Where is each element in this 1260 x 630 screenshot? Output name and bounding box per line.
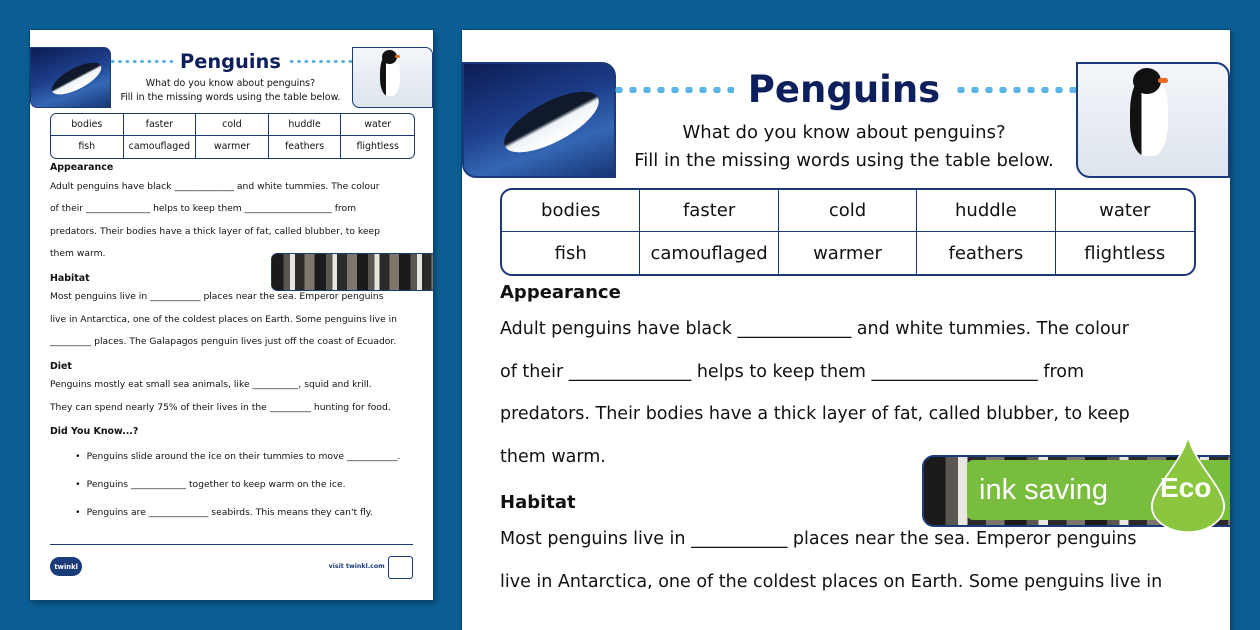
- twinkl-logo: twinkl: [50, 557, 83, 576]
- worksheet-page: [462, 30, 1230, 630]
- word-bank-cell: water: [341, 114, 414, 136]
- appearance-line: predators. Their bodies have a thick layer of fat, called blubber, to keep: [500, 404, 1130, 425]
- title-row: [109, 50, 352, 73]
- appearance-heading: Appearance: [500, 282, 621, 303]
- appearance-heading: Appearance: [49, 162, 114, 174]
- diet-line: They can spend nearly 75% of their lives in the _________ hunting for food.: [49, 401, 391, 413]
- dotted-divider: [288, 60, 352, 63]
- word-bank-cell: cold: [196, 114, 269, 136]
- dotted-divider: [612, 87, 734, 93]
- visit-link: visit twinkl.com: [328, 563, 385, 571]
- word-bank-table: [50, 113, 415, 159]
- did-you-know-item: • Penguins are _____________ seabirds. This means they can't fly.: [87, 499, 428, 527]
- word-bank-cell: fish: [502, 232, 640, 274]
- page-title: Penguins: [747, 68, 941, 111]
- diving-penguin-image: [462, 62, 616, 178]
- did-you-know-list: [50, 443, 428, 527]
- dotted-divider: [109, 60, 173, 63]
- quality-badge-icon: [388, 556, 413, 579]
- did-you-know-item: • Penguins ____________ together to keep warm on the ice.: [87, 471, 428, 499]
- word-bank-cell: flightless: [356, 141, 399, 153]
- instructions-line-1: What do you know about penguins?: [682, 122, 1006, 143]
- habitat-heading: Habitat: [49, 272, 90, 284]
- word-bank-cell: camouflaged: [124, 136, 197, 158]
- word-bank-cell: huddle: [917, 190, 1055, 232]
- instructions-line-1: What do you know about penguins?: [145, 77, 316, 89]
- worksheet-page: [30, 30, 433, 600]
- word-bank-table: [500, 188, 1196, 276]
- appearance-line: them warm.: [49, 247, 106, 259]
- appearance-line: of their ______________ helps to keep them ___________________ from: [49, 203, 357, 215]
- word-bank-cell: faster: [640, 190, 778, 232]
- word-bank-cell: warmer: [196, 136, 269, 158]
- worksheet-preview: [462, 30, 1230, 630]
- word-bank-cell: camouflaged: [640, 232, 778, 274]
- habitat-heading: Habitat: [500, 492, 576, 514]
- appearance-line: Adult penguins have black _____________ and white tummies. The colour: [49, 180, 380, 192]
- standing-penguin-image: [352, 47, 433, 108]
- dotted-divider: [954, 87, 1076, 93]
- instructions-line-2: Fill in the missing words using the table below.: [634, 150, 1054, 171]
- standing-penguin-image: [1076, 62, 1230, 178]
- appearance-line: them warm.: [500, 446, 606, 467]
- word-bank-cell: water: [1056, 190, 1194, 232]
- word-bank-cell: flightless: [1084, 242, 1166, 264]
- word-bank-cell: bodies: [51, 114, 124, 136]
- word-bank-cell: cold: [779, 190, 917, 232]
- instructions-line-2: Fill in the missing words using the table below.: [120, 92, 341, 104]
- worksheet-thumbnail: [30, 30, 433, 600]
- habitat-line: live in Antarctica, one of the coldest places on Earth. Some penguins live in: [500, 571, 1163, 592]
- word-bank-cell: feathers: [917, 232, 1055, 274]
- appearance-line: predators. Their bodies have a thick layer of fat, called blubber, to keep: [49, 225, 381, 237]
- title-row: [612, 68, 1076, 111]
- habitat-line: live in Antarctica, one of the coldest places on Earth. Some penguins live in: [49, 313, 397, 325]
- ink-saving-text: ink saving: [979, 473, 1108, 506]
- page-title: Penguins: [179, 49, 281, 73]
- diet-line: Penguins mostly eat small sea animals, like __________, squid and krill.: [49, 379, 372, 391]
- word-bank-cell: faster: [124, 114, 197, 136]
- appearance-line: of their ______________ helps to keep them ___________________ from: [500, 361, 1085, 382]
- word-bank-cell: warmer: [779, 232, 917, 274]
- eco-label: Eco: [1160, 472, 1212, 503]
- footer-divider: [50, 544, 413, 545]
- word-bank-cell: feathers: [269, 136, 342, 158]
- word-bank-cell: huddle: [269, 114, 342, 136]
- worksheet-content: [500, 278, 1220, 604]
- diet-heading: Diet: [49, 360, 72, 372]
- word-bank-cell: fish: [51, 136, 124, 158]
- appearance-line: Adult penguins have black _____________ and white tummies. The colour: [500, 319, 1129, 339]
- did-you-know-heading: Did You Know...?: [49, 426, 139, 438]
- habitat-line: Most penguins live in ___________ places near the sea. Emperor penguins: [500, 529, 1137, 550]
- diving-penguin-image: [30, 47, 111, 108]
- habitat-line: _________ places. The Galapagos penguin lives just off the coast of Ecuador.: [49, 335, 397, 347]
- did-you-know-item: • Penguins slide around the ice on their tummies to move ___________.: [87, 443, 428, 471]
- word-bank-cell: bodies: [502, 190, 640, 232]
- worksheet-content: [50, 160, 428, 527]
- habitat-line: Most penguins live in ___________ places near the sea. Emperor penguins: [49, 291, 384, 303]
